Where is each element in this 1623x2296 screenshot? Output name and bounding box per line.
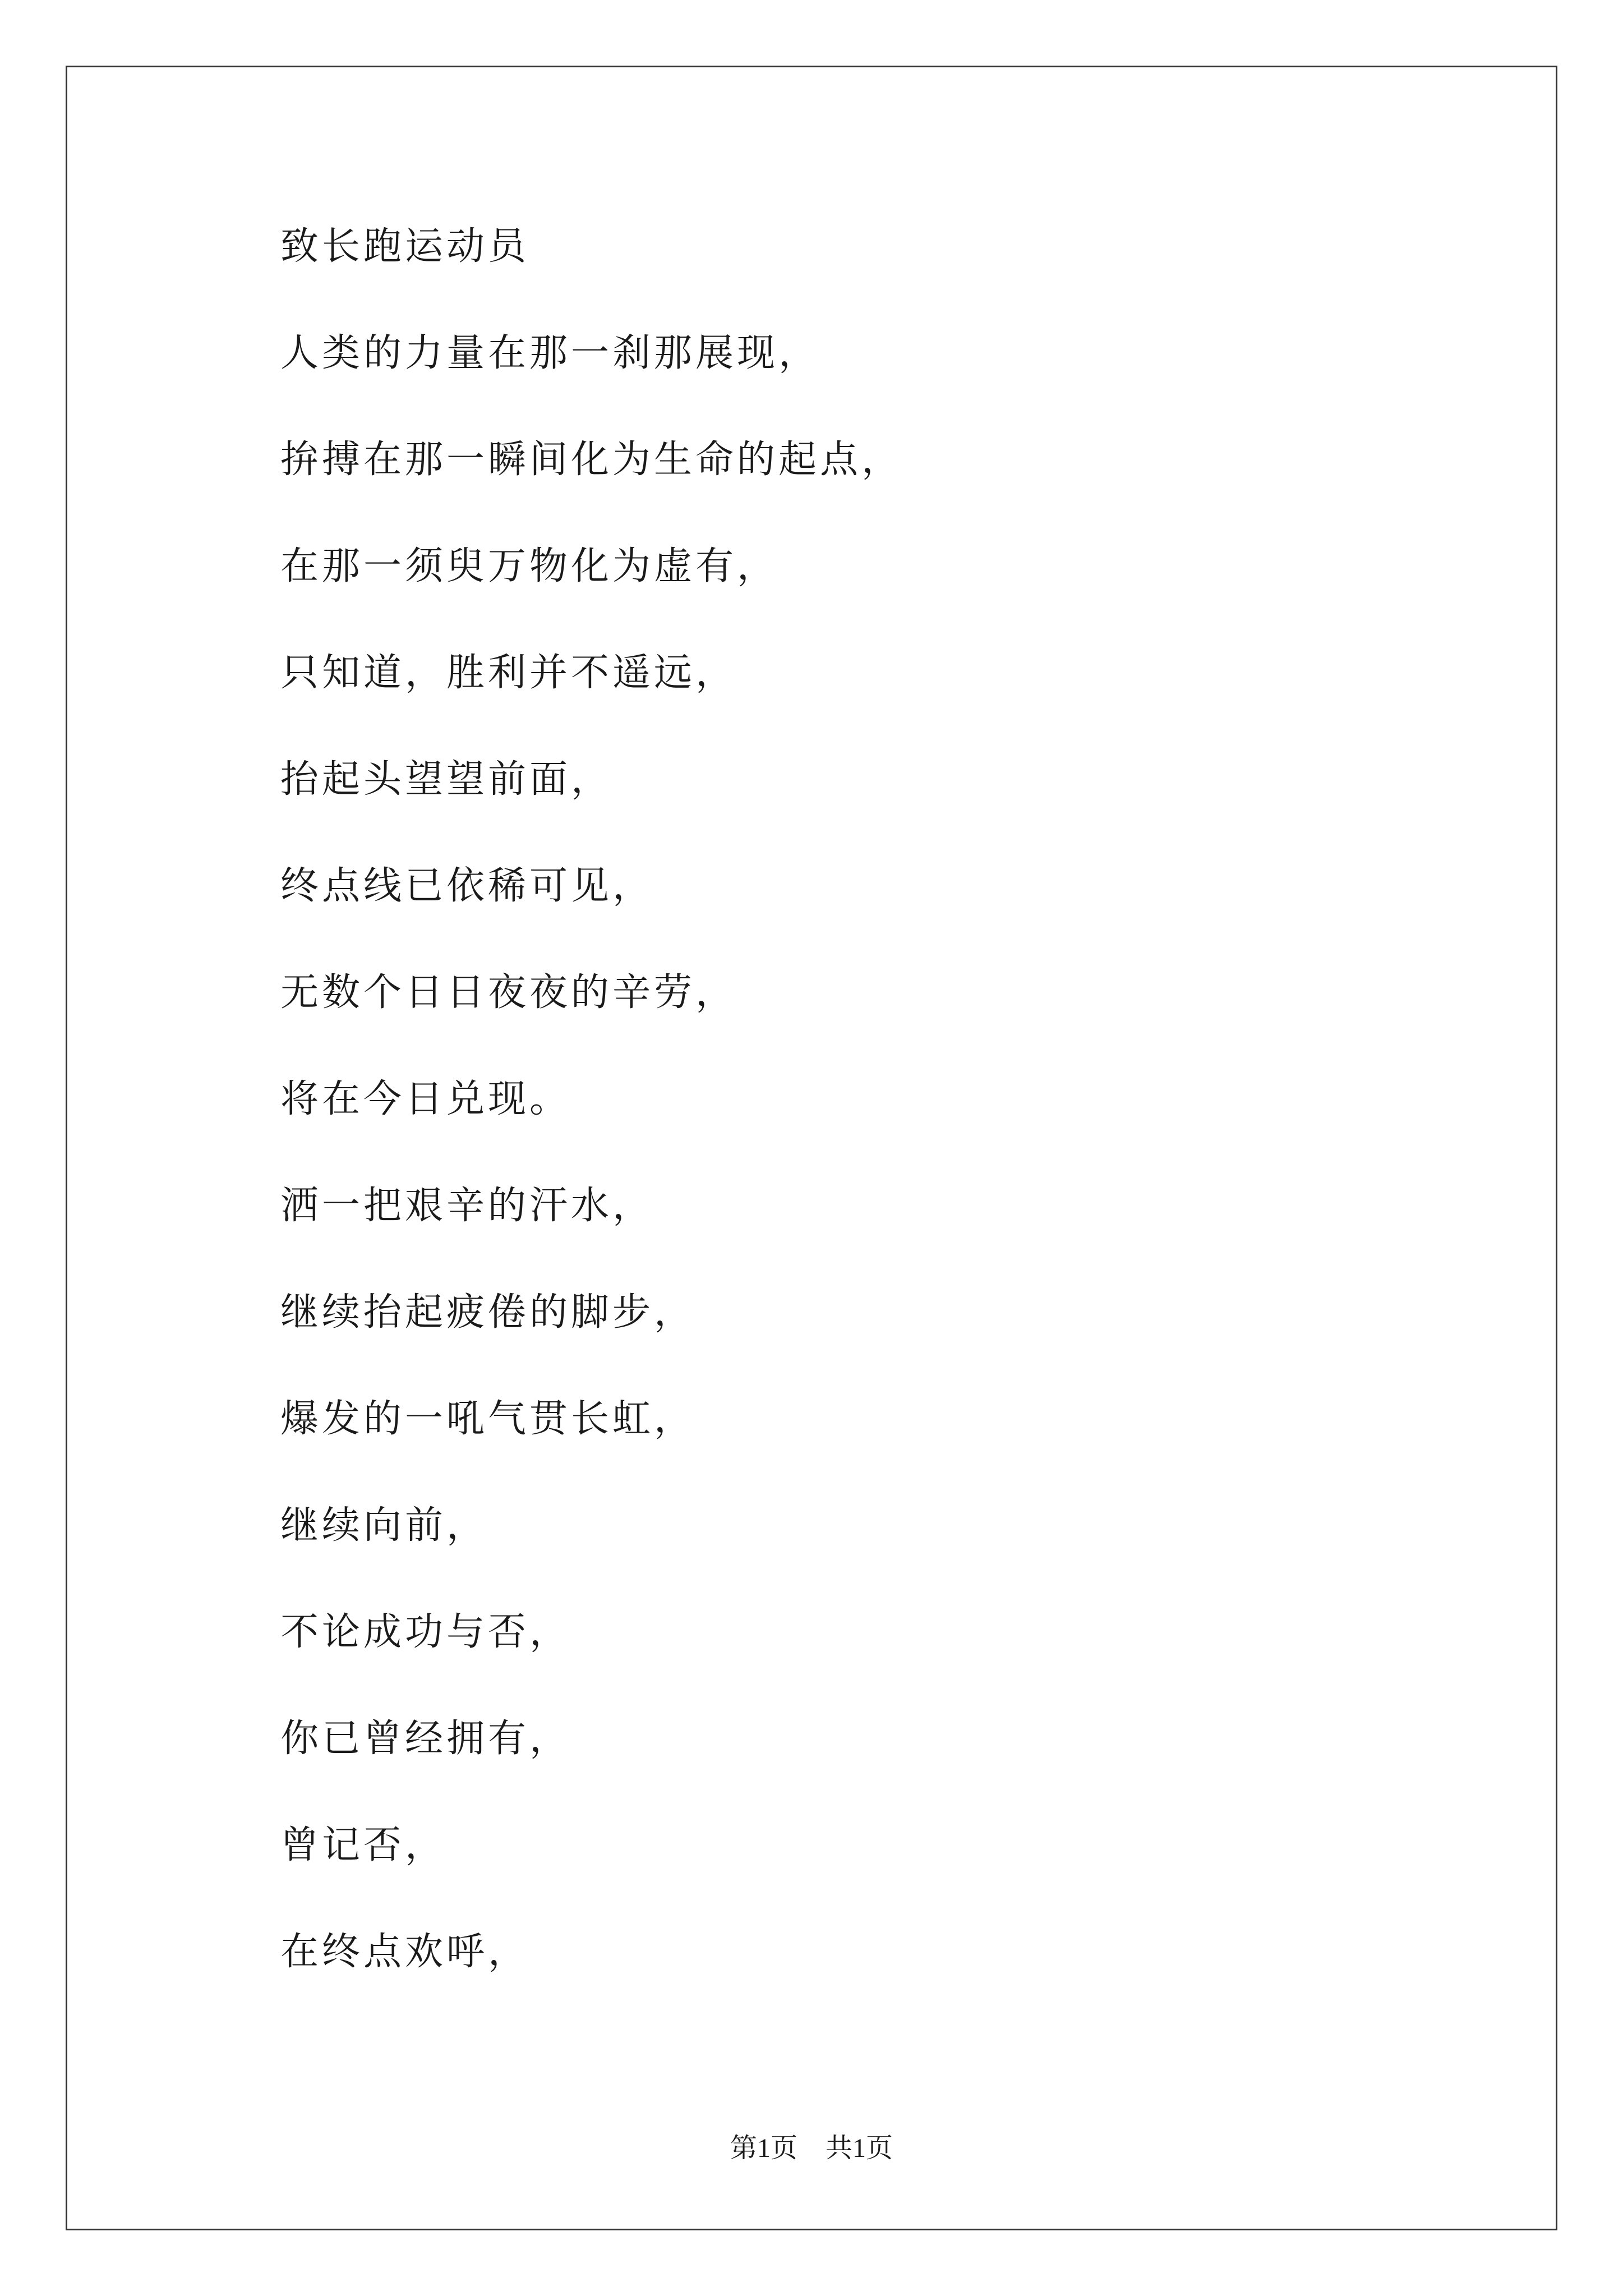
poem-line: 人类的力量在那一刹那展现， — [280, 331, 820, 375]
poem-line: 拚搏在那一瞬间化为生命的起点， — [280, 438, 903, 482]
poem-line: 只知道，胜利并不遥远， — [280, 651, 737, 695]
poem-line: 继续抬起疲倦的脚步， — [280, 1290, 696, 1335]
page-number-total: 共1页 — [826, 2133, 893, 2163]
poem-line: 爆发的一吼气贯长虹， — [280, 1397, 696, 1441]
poem-line: 继续向前， — [280, 1503, 488, 1548]
poem-line: 你已曾经拥有， — [280, 1717, 571, 1761]
poem-line: 曾记否， — [280, 1823, 447, 1867]
poem-line: 在终点欢呼， — [280, 1930, 530, 1974]
page-number-current: 第1页 — [730, 2133, 797, 2163]
poem-line: 不论成功与否， — [280, 1610, 571, 1654]
poem-line: 洒一把艰辛的汗水， — [280, 1184, 654, 1228]
poem-line: 终点线已依稀可见， — [280, 864, 654, 908]
page-footer — [0, 2132, 1623, 2165]
poem-line: 在那一须臾万物化为虚有， — [280, 544, 779, 588]
poem-line: 无数个日日夜夜的辛劳， — [280, 970, 737, 1015]
poem-title: 致长跑运动员 — [280, 224, 530, 269]
poem-line: 将在今日兑现。 — [280, 1077, 571, 1121]
poem-line: 抬起头望望前面， — [280, 757, 613, 802]
poem-body — [280, 222, 1402, 2033]
